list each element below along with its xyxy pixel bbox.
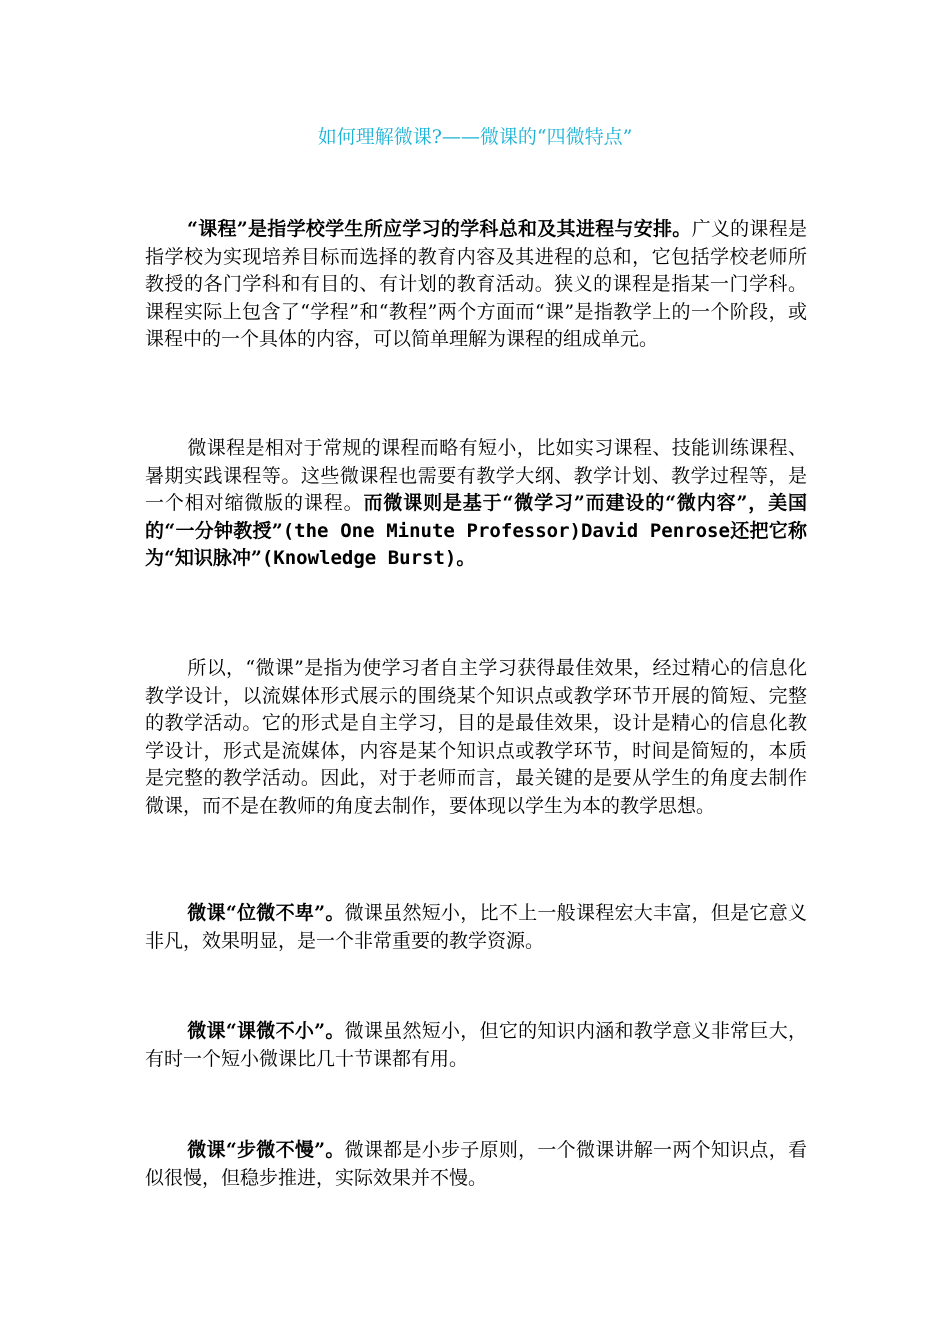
- bold-lead: “课程”是指学校学生所应学习的学科总和及其进程与安排。: [187, 218, 692, 240]
- bold-phrase: 。: [456, 547, 476, 569]
- bold-lead: 微课“位微不卑”。: [187, 902, 345, 924]
- paragraph-text: 微课虽然短小，但它的知识内涵和教学意义非常巨大，有时一个短小微课比几十节课都有用。: [145, 1020, 807, 1070]
- paragraph-text: 微课虽然短小，比不上一般课程宏大丰富，但是它意义非凡，效果明显，是一个非常重要的教学资源。: [145, 902, 807, 952]
- english-phrase: (Knowledge Burst): [261, 547, 457, 569]
- paragraph-text: 所以，“微课”是指为使学习者自主学习获得最佳效果，经过精心的信息化教学设计，以流媒体形式展示的围绕某个知识点或教学环节开展的简短、完整的教学活动。它的形式是自主学习，目的是最佳效果，设计是精心的信息化教学设计，形式是流媒体，内容是某个知识点或教学环节，时间是简短的，本质是完整的教学活动。因此，对于老师而言，最关键的是要从学生的角度去制作微课，而不是在教师的角度去制作，要体现以学生为本的教学思想。: [145, 657, 807, 817]
- paragraph-text: 微课程是相对于常规的课程而略有短小，比如实习课程、技能训练课程、暑期实践课程等。这些微课程也需要有教学大纲、教学计划、教学过程等，是一个相对缩微版的课程。: [145, 437, 807, 514]
- paragraph-course-definition: [145, 216, 807, 354]
- page-title: 如何理解微课?——微课的“四微特点”: [317, 126, 633, 148]
- paragraph-micro-course: [145, 435, 807, 573]
- paragraph-text: 广义的课程是指学校为实现培养目标而选择的教育内容及其进程的总和，它包括学校老师所教授的各门学科和有目的、有计划的教育活动。狭义的课程是指某一门学科。课程实际上包含了“学程”和“教程”两个方面而“课”是指教学上的一个阶段，或课程中的一个具体的内容，可以简单理解为课程的组成单元。: [145, 218, 807, 350]
- bold-lead: 微课“课微不小”。: [187, 1020, 345, 1042]
- bold-phrase: 而微课则是基于“微学习”而建设的“微内容”，美国的“一分钟教授”: [145, 492, 807, 542]
- paragraph-feature-2: [145, 1018, 807, 1073]
- bold-phrase: 还把它称为“知识脉冲”: [145, 519, 807, 569]
- bold-lead: 微课“步微不慢”。: [187, 1139, 345, 1161]
- paragraph-text: 微课都是小步子原则，一个微课讲解一两个知识点，看似很慢，但稳步推进，实际效果并不慢。: [145, 1139, 807, 1189]
- paragraph-feature-1: [145, 900, 807, 955]
- paragraph-weike-definition: [145, 655, 807, 820]
- paragraph-feature-3: [145, 1137, 807, 1192]
- english-phrase: (the One Minute Professor)David Penrose: [282, 519, 730, 542]
